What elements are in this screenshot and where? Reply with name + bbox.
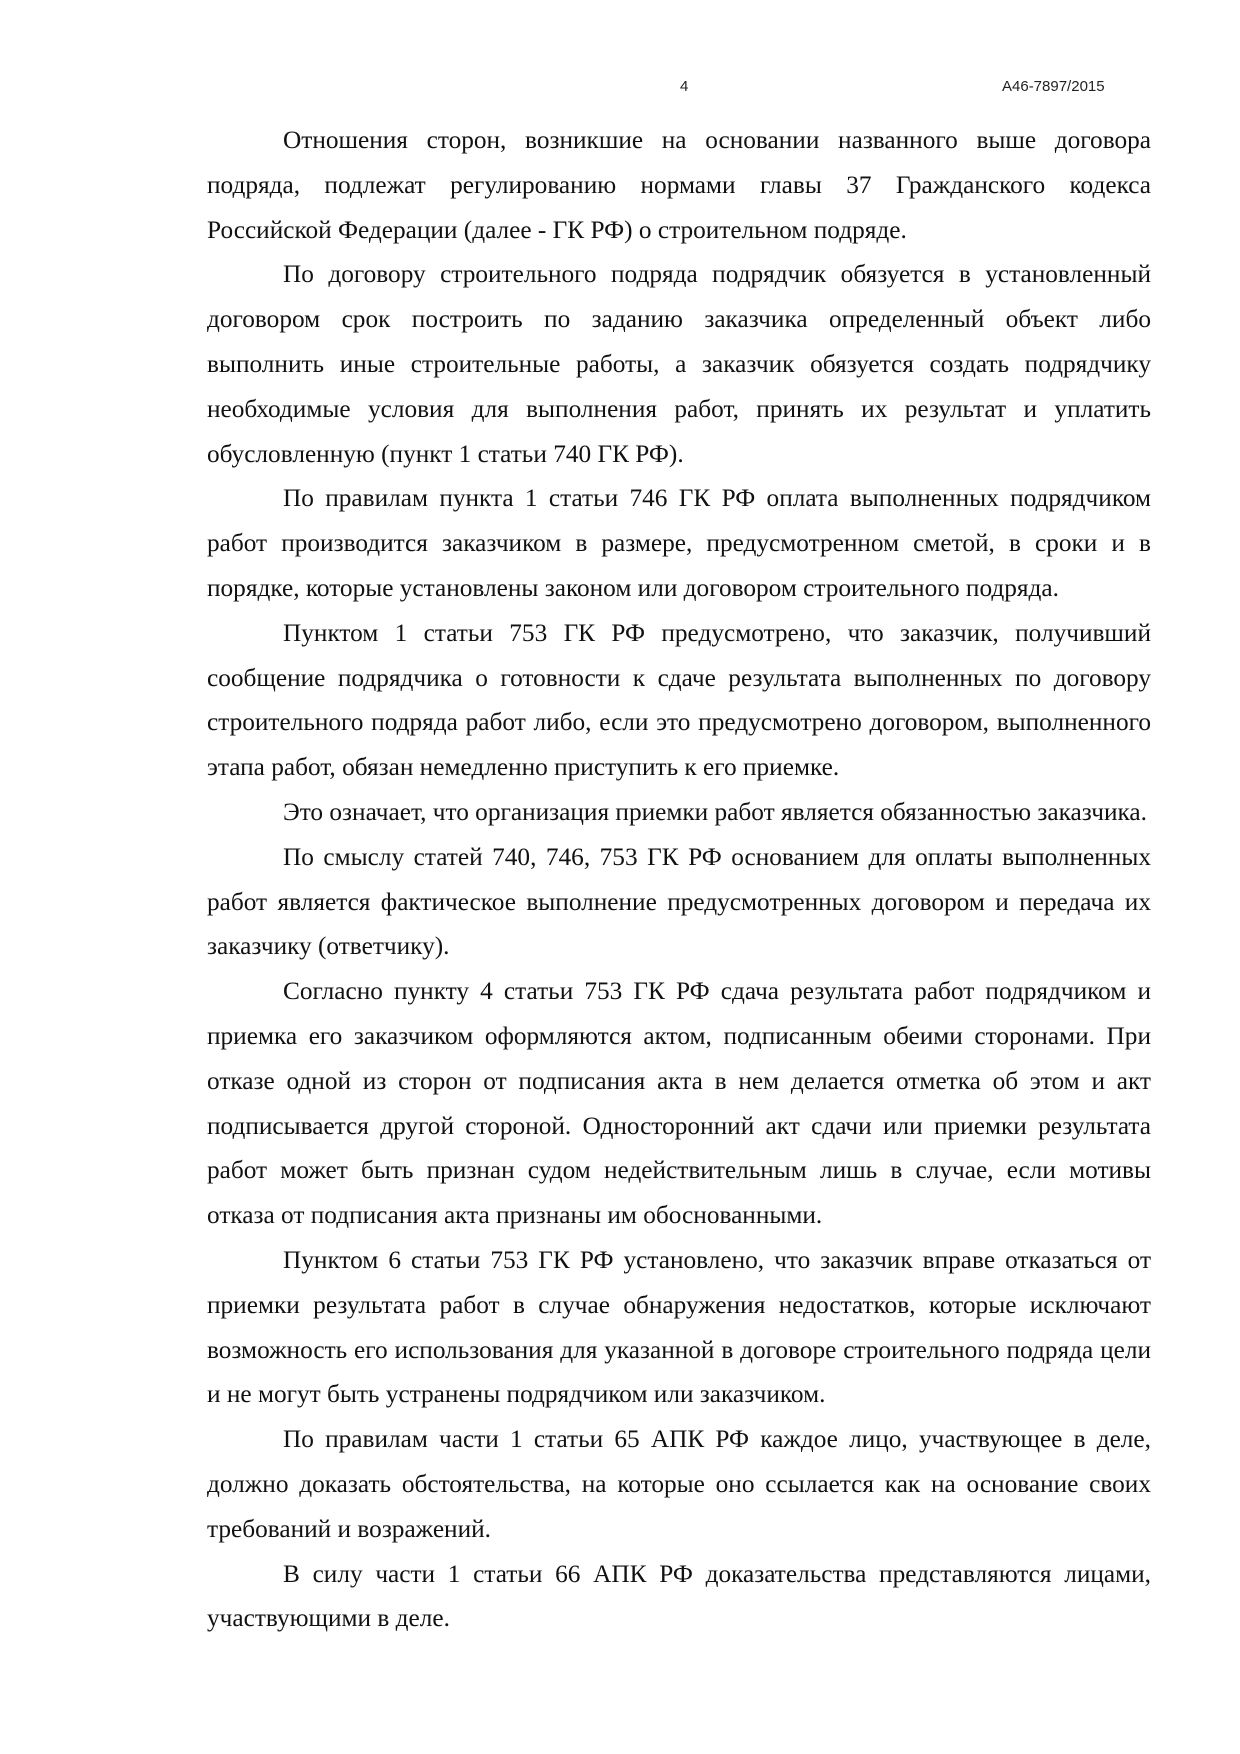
paragraph: Пунктом 1 статьи 753 ГК РФ предусмотрено, что заказчик, получивший сообщение подрядчика о готовности к сдаче результата выполненных по договору строительного подряда работ либо, если это предусмотрено договором, выполненного этапа работ, обязан немедленно приступить к его приемке. bbox=[207, 618, 1151, 782]
document-body bbox=[207, 118, 1151, 1641]
paragraph: Это означает, что организация приемки работ является обязанностью заказчика. bbox=[283, 797, 1147, 826]
paragraph: По смыслу статей 740, 746, 753 ГК РФ основанием для оплаты выполненных работ является фактическое выполнение предусмотренных договором и передача их заказчику (ответчику). bbox=[207, 842, 1151, 961]
paragraph: В силу части 1 статьи 66 АПК РФ доказательства представляются лицами, участвующими в деле. bbox=[207, 1559, 1151, 1633]
paragraph: По правилам части 1 статьи 65 АПК РФ каждое лицо, участвующее в деле, должно доказать обстоятельства, на которые оно ссылается как на основание своих требований и возражений. bbox=[207, 1425, 1151, 1543]
case-number: А46-7897/2015 bbox=[1002, 78, 1105, 95]
paragraph: По договору строительного подряда подрядчик обязуется в установленный договором срок построить по заданию заказчика определенный объект либо выполнить иные строительные работы, а заказчик обязуется создать подрядчику необходимые условия для выполнения работ, принять их результат и уплатить обусловленную (пункт 1 статьи 740 ГК РФ). bbox=[207, 260, 1151, 468]
paragraph: Согласно пункту 4 статьи 753 ГК РФ сдача результата работ подрядчиком и приемка его заказчиком оформляются актом, подписанным обеими сторонами. При отказе одной из сторон от подписания акта в нем делается отметка об этом и акт подписывается другой стороной. Односторонний акт сдачи или приемки результата работ может быть признан судом недействительным лишь в случае, если мотивы отказа от подписания акта признаны им обоснованными. bbox=[207, 977, 1151, 1230]
page-number: 4 bbox=[680, 78, 689, 95]
paragraph: По правилам пункта 1 статьи 746 ГК РФ оплата выполненных подрядчиком работ производится заказчиком в размере, предусмотренном сметой, в сроки и в порядке, которые установлены законом или договором строительного подряда. bbox=[207, 484, 1151, 602]
paragraph: Пунктом 6 статьи 753 ГК РФ установлено, что заказчик вправе отказаться от приемки результата работ в случае обнаружения недостатков, которые исключают возможность его использования для указанной в договоре строительного подряда цели и не могут быть устранены подрядчиком или заказчиком. bbox=[207, 1245, 1151, 1409]
paragraph: Отношения сторон, возникшие на основании названного выше договора подряда, подлежат регулированию нормами главы 37 Гражданского кодекса Российской Федерации (далее - ГК РФ) о строительном подряде. bbox=[207, 126, 1151, 244]
